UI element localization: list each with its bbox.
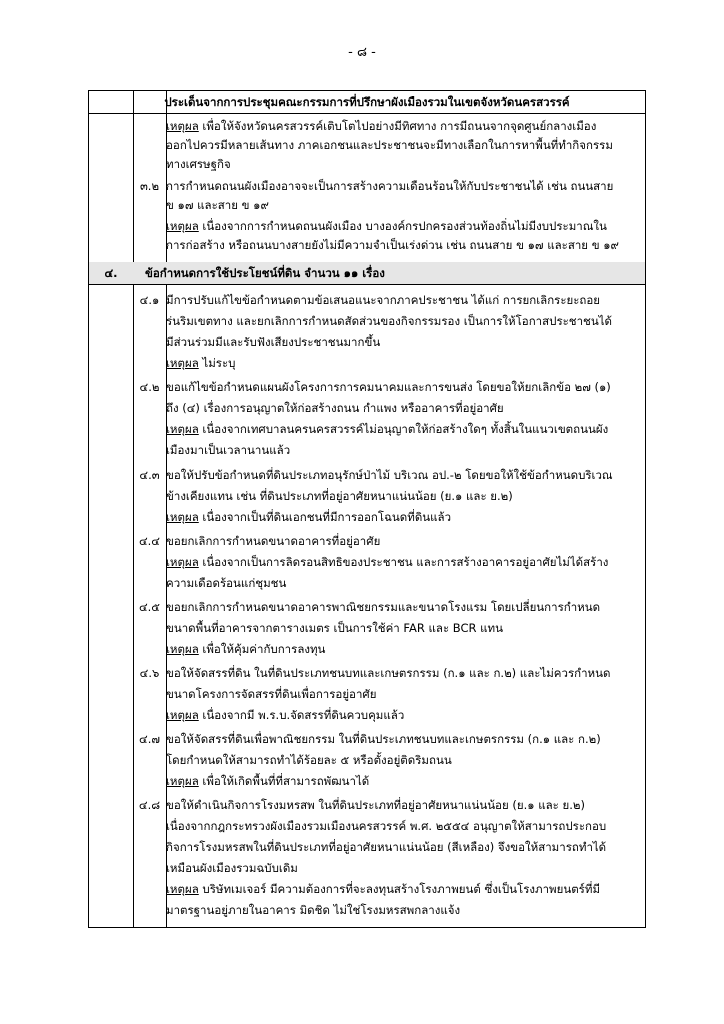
reason-line: เหตุผล เนื่องจากเป็นที่ดินเอกชนที่มีการออกโฉนดที่ดินแล้ว <box>166 510 452 524</box>
item-text-line: เนื่องจากกฎกระทรวงผังเมืองรวมเมืองนครสวรรค์ พ.ศ. ๒๕๕๔ อนุญาตให้สามารถประกอบ <box>166 819 607 833</box>
item-text-line: ขอให้ปรับข้อกำหนดที่ดินประเภทอนุรักษ์ป่าไม้ บริเวณ อป.-๒ โดยขอให้ใช้ข้อกำหนดบริเวณ <box>166 468 613 482</box>
reason-line: เหตุผล บริษัทเมเจอร์ มีความต้องการที่จะลงทุนสร้างโรงภาพยนต์ ซึ่งเป็นโรงภาพยนตร์ที่มี <box>166 882 601 896</box>
reason-line: เมืองมาเป็นเวลานานแล้ว <box>166 443 291 457</box>
item-number: ๔.๗ <box>138 732 160 746</box>
item-text-line: มีส่วนร่วมมีและรับฟังเสียงประชาชนมากขึ้น <box>166 335 381 349</box>
reason-label: เหตุผล <box>166 422 199 436</box>
reason-line: การก่อสร้าง หรือถนนบางสายยังไม่มีความจำเป็นเร่งด่วน เช่น ถนนสาย ข ๑๗ และสาย ข ๑๙ <box>166 238 619 252</box>
item-text-line: มีการปรับแก้ไขข้อกำหนดตามข้อเสนอแนะจากภาคประชาชน ได้แก่ การยกเลิกระยะถอย <box>166 293 601 307</box>
item-text-line: ข ๑๗ และสาย ข ๑๙ <box>166 198 269 212</box>
item-text-line: เหมือนผังเมืองรวมฉบับเดิม <box>166 861 298 875</box>
reason-line: เหตุผล เนื่องจากเทศบาลนครนครสวรรค์ไม่อนุญาตให้ก่อสร้างใดๆ ทั้งสิ้นในแนวเขตถนนผัง <box>166 422 609 436</box>
reason-label: เหตุผล <box>166 219 199 233</box>
page-number: - ๘ - <box>348 45 376 60</box>
item-number: ๔.๒ <box>139 380 160 394</box>
reason-label: เหตุผล <box>166 882 199 896</box>
item-number: ๓.๒ <box>139 179 160 193</box>
item-text-line: โดยกำหนดให้สามารถทำได้ร้อยละ ๕ หรือตั้งอยู่ติดริมถนน <box>166 753 452 767</box>
section-number: ๔. <box>104 266 118 280</box>
item-text-line: กิจการโรงมหรสพในที่ดินประเภทที่อยู่อาศัยหนาแน่นน้อย (สีเหลือง) จึงขอให้สามารถทำได้ <box>166 840 607 854</box>
item-text-line: ขอยกเลิกการกำหนดขนาดอาคารพาณิชยกรรมและขนาดโรงแรม โดยเปลี่ยนการกำหนด <box>166 600 601 614</box>
item-text-line: ขอให้จัดสรรที่ดินเพื่อพาณิชยกรรม ในที่ดินประเภทชนบทและเกษตรกรรม (ก.๑ และ ก.๒) <box>166 732 601 746</box>
item-number: ๔.๘ <box>138 798 161 812</box>
reason-line: เหตุผล เนื่องจากเป็นการลิดรอนสิทธิของประชาชน และการสร้างอาคารอยู่อาศัยไม่ได้สร้าง <box>166 555 609 569</box>
reason-label: เหตุผล <box>166 774 199 788</box>
item-number: ๔.๓ <box>139 468 160 482</box>
item-text-line: ขอแก้ไขข้อกำหนดแผนผังโครงการการคมนาคมและการขนส่ง โดยขอให้ยกเลิกข้อ ๒๗ (๑) <box>166 380 611 394</box>
section-title: ข้อกำหนดการใช้ประโยชน์ที่ดิน จำนวน ๑๑ เรื่อง <box>145 266 385 280</box>
section-header-row <box>89 262 645 284</box>
reason-line: เหตุผล เนื่องจากการกำหนดถนนผังเมือง บางองค์กรปกครองส่วนท้องถิ่นไม่มีงบประมาณใน <box>166 219 607 233</box>
reason-label: เหตุผล <box>166 555 199 569</box>
item-number: ๔.๖ <box>139 666 160 680</box>
item-text-line: การกำหนดถนนผังเมืองอาจจะเป็นการสร้างความเดือนร้อนให้กับประชาชนได้ เช่น ถนนสาย <box>166 179 614 193</box>
reason-label: เหตุผล <box>166 642 199 656</box>
header-divider <box>89 113 645 114</box>
reason-line: ออกไปควรมีหลายเส้นทาง ภาคเอกชนและประชาชนจะมีทางเลือกในการหาพื้นที่ทำกิจกรรม <box>166 138 613 152</box>
reason-label: เหตุผล <box>166 119 199 133</box>
reason-line: เหตุผล เพื่อให้เกิดพื้นที่ที่สามารถพัฒนาได้ <box>166 774 370 788</box>
item-text-line: ขนาดโครงการจัดสรรที่ดินเพื่อการอยู่อาศัย <box>166 687 377 701</box>
item-text-line: ข้างเคียงแทน เช่น ที่ดินประเภทที่อยู่อาศัยหนาแน่นน้อย (ย.๑ และ ย.๒) <box>166 489 513 503</box>
reason-label: เหตุผล <box>166 510 199 524</box>
item-text-line: ร่นริมเขตทาง และยกเลิกการกำหนดสัดส่วนของกิจกรรมรอง เป็นการให้โอกาสประชาชนได้ <box>166 314 612 328</box>
issues-table <box>88 90 646 928</box>
item-text-line: ขอยกเลิกการกำหนดขนาดอาคารที่อยู่อาศัย <box>166 534 381 548</box>
item-number: ๔.๕ <box>138 600 161 614</box>
item-text-line: ขอให้จัดสรรที่ดิน ในที่ดินประเภทชนบทและเกษตรกรรม (ก.๑ และ ก.๒) และไม่ควรกำหนด <box>166 666 611 680</box>
reason-line: ความเดือดร้อนแก่ชุมชน <box>166 576 287 590</box>
item-number: ๔.๑ <box>139 293 160 307</box>
reason-line: ทางเศรษฐกิจ <box>166 157 231 171</box>
reason-label: เหตุผล <box>166 708 199 722</box>
reason-line: เหตุผล เนื่องจากมี พ.ร.บ.จัดสรรที่ดินควบคุมแล้ว <box>166 708 405 722</box>
item-text-line: ถึง (๔) เรื่องการอนุญาตให้ก่อสร้างถนน กำแพง หรืออาคารที่อยู่อาศัย <box>166 401 504 415</box>
reason-line: มาตรฐานอยู่ภายในอาคาร มิดชิด ไม่ใช่โรงมหรสพกลางแจ้ง <box>166 903 461 917</box>
item-text-line: ขอให้ดำเนินกิจการโรงมหรสพ ในที่ดินประเภทที่อยู่อาศัยหนาแน่นน้อย (ย.๑ และ ย.๒) <box>166 798 585 812</box>
reason-line: เหตุผล เพื่อให้จังหวัดนครสวรรค์เติบโตไปอย่างมีทิศทาง การมีถนนจากจุดศูนย์กลางเมือง <box>166 119 597 133</box>
item-number: ๔.๔ <box>138 534 161 548</box>
item-text-line: ขนาดพื้นที่อาคารจากตารางเมตร เป็นการใช้ค่า FAR และ BCR แทน <box>166 621 504 635</box>
reason-label: เหตุผล <box>166 356 199 370</box>
table-header: ประเด็นจากการประชุมคณะกรรมการที่ปรึกษาผังเมืองรวมในเขตจังหวัดนครสวรรค์ <box>164 95 570 109</box>
section-bottom-border <box>89 284 645 285</box>
reason-line: เหตุผล ไม่ระบุ <box>166 356 236 370</box>
reason-line: เหตุผล เพื่อให้คุ้มค่ากับการลงทุน <box>166 642 326 656</box>
